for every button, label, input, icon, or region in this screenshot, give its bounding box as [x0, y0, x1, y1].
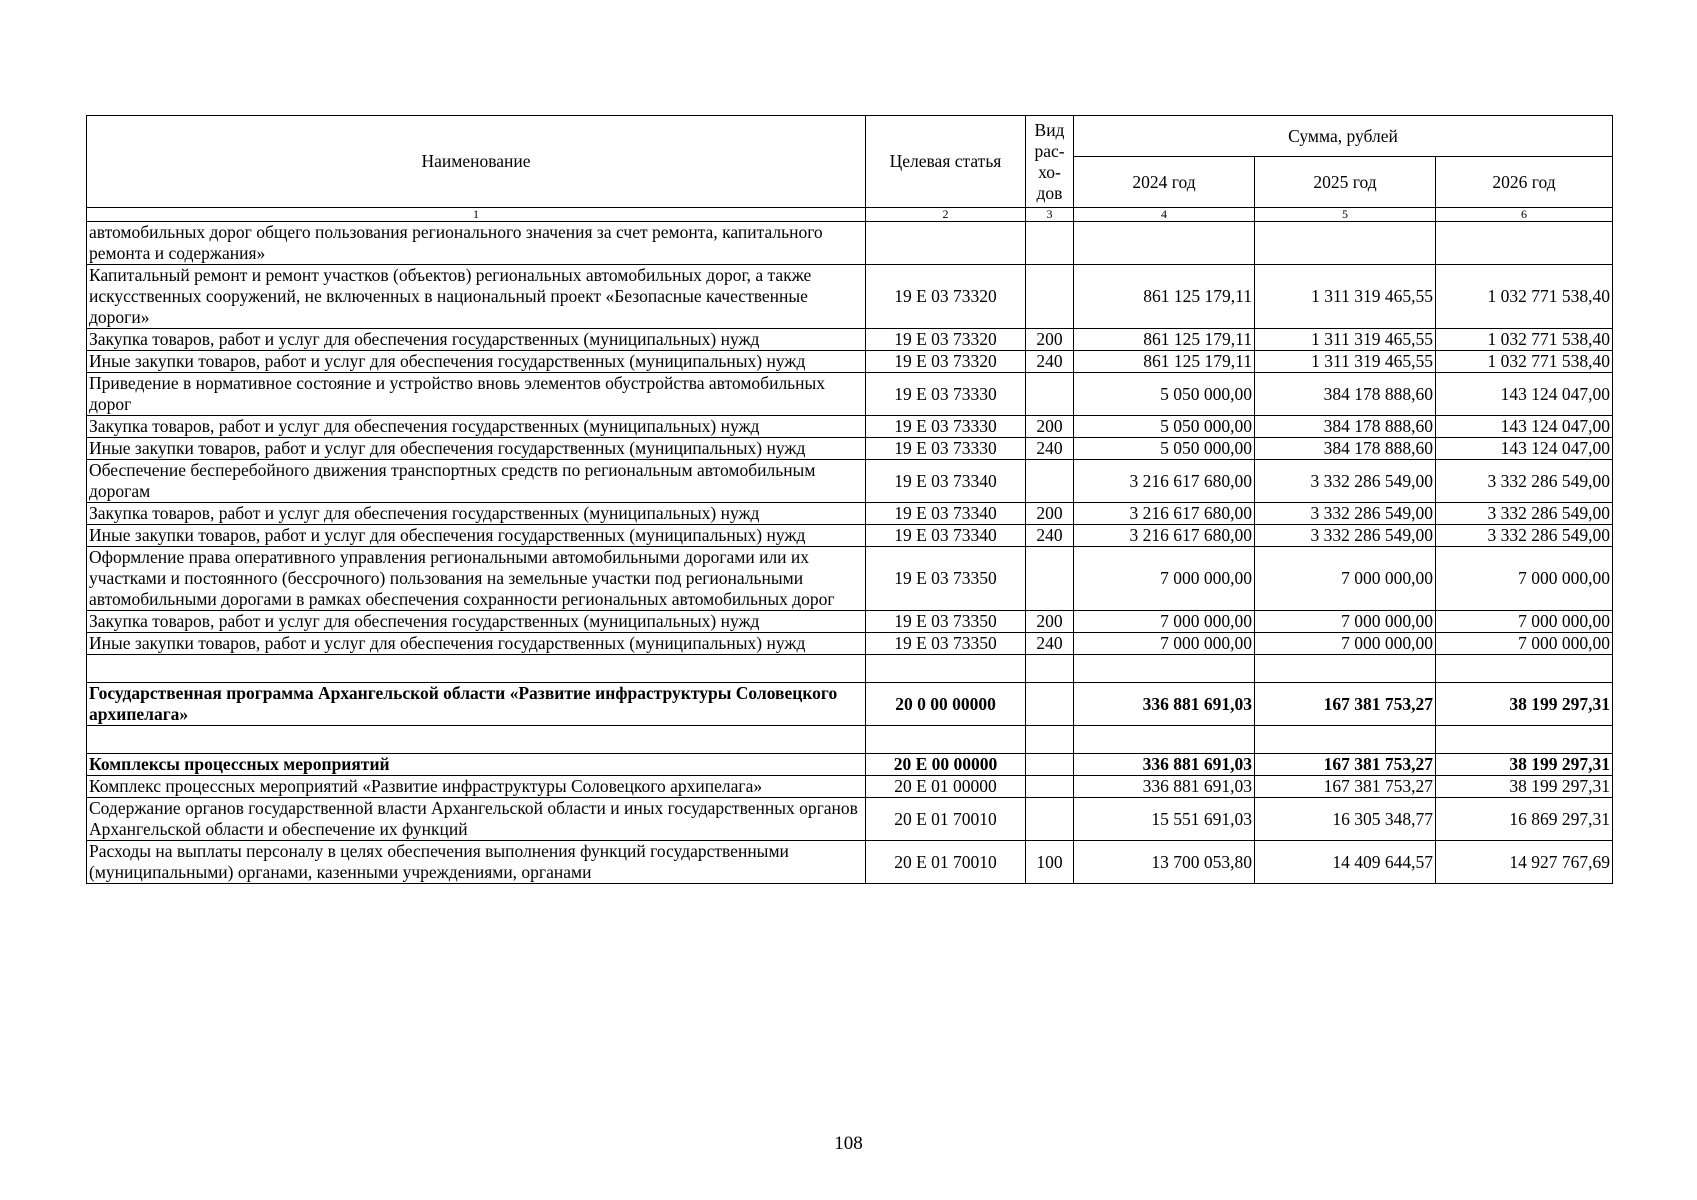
- row-sum-2026: [1436, 222, 1613, 265]
- column-number: 3: [1026, 208, 1074, 222]
- row-sum-2024: [1074, 222, 1255, 265]
- row-sum-2024: 7 000 000,00: [1074, 547, 1255, 611]
- table-row: [87, 633, 1613, 655]
- row-sum-2025: 167 381 753,27: [1255, 683, 1436, 726]
- row-target-code: 19 Е 03 73350: [866, 611, 1026, 633]
- row-sum-2025: 1 311 319 465,55: [1255, 351, 1436, 373]
- row-sum-2024: 3 216 617 680,00: [1074, 460, 1255, 503]
- row-name: автомобильных дорог общего пользования регионального значения за счет ремонта, капитального ремонта и содержания»: [87, 222, 866, 265]
- row-sum-2026: 38 199 297,31: [1436, 683, 1613, 726]
- row-target-code: 19 Е 03 73320: [866, 265, 1026, 329]
- row-target-code: 19 Е 03 73340: [866, 503, 1026, 525]
- row-expense-type: [1026, 726, 1074, 754]
- row-sum-2026: 143 124 047,00: [1436, 438, 1613, 460]
- column-number: 4: [1074, 208, 1255, 222]
- row-sum-2026: 14 927 767,69: [1436, 841, 1613, 884]
- row-sum-2026: 1 032 771 538,40: [1436, 265, 1613, 329]
- header-year-2024: 2024 год: [1074, 157, 1255, 208]
- row-name: Иные закупки товаров, работ и услуг для обеспечения государственных (муниципальных) нужд: [87, 438, 866, 460]
- header-name: Наименование: [87, 116, 866, 208]
- row-sum-2025: 3 332 286 549,00: [1255, 525, 1436, 547]
- row-sum-2025: 384 178 888,60: [1255, 438, 1436, 460]
- header-code: Целевая статья: [866, 116, 1026, 208]
- row-sum-2026: 143 124 047,00: [1436, 416, 1613, 438]
- row-sum-2026: 38 199 297,31: [1436, 776, 1613, 798]
- row-sum-2026: 7 000 000,00: [1436, 633, 1613, 655]
- column-number: 6: [1436, 208, 1613, 222]
- row-sum-2026: 38 199 297,31: [1436, 754, 1613, 776]
- row-name: Содержание органов государственной власти Архангельской области и иных государственных органов Архангельской области и обеспечение их функций: [87, 798, 866, 841]
- row-name: Обеспечение бесперебойного движения транспортных средств по региональным автомобильным дорогам: [87, 460, 866, 503]
- row-sum-2024: 336 881 691,03: [1074, 683, 1255, 726]
- row-sum-2026: 7 000 000,00: [1436, 547, 1613, 611]
- row-sum-2026: 1 032 771 538,40: [1436, 351, 1613, 373]
- row-name: Комплексы процессных мероприятий: [87, 754, 866, 776]
- row-sum-2024: 5 050 000,00: [1074, 438, 1255, 460]
- row-expense-type: 240: [1026, 525, 1074, 547]
- page: [86, 115, 1612, 884]
- row-sum-2024: 13 700 053,80: [1074, 841, 1255, 884]
- row-sum-2024: 5 050 000,00: [1074, 416, 1255, 438]
- row-sum-2025: 384 178 888,60: [1255, 373, 1436, 416]
- table-body: [87, 222, 1613, 884]
- row-sum-2026: 3 332 286 549,00: [1436, 503, 1613, 525]
- row-sum-2025: 7 000 000,00: [1255, 633, 1436, 655]
- row-sum-2026: 3 332 286 549,00: [1436, 460, 1613, 503]
- row-expense-type: [1026, 798, 1074, 841]
- row-expense-type: 240: [1026, 351, 1074, 373]
- table-row: [87, 547, 1613, 611]
- row-sum-2024: 7 000 000,00: [1074, 611, 1255, 633]
- row-expense-type: [1026, 655, 1074, 683]
- row-name: Оформление права оперативного управления региональными автомобильными дорогами или их участками и постоянного (бессрочного) пользования на земельные участки под региональными автомобильными дорогами в рамках обеспечения сохранности региональных автомобильных дорог: [87, 547, 866, 611]
- table-row: [87, 351, 1613, 373]
- row-sum-2025: 16 305 348,77: [1255, 798, 1436, 841]
- row-sum-2026: 1 032 771 538,40: [1436, 329, 1613, 351]
- header-year-2026: 2026 год: [1436, 157, 1613, 208]
- row-sum-2025: 1 311 319 465,55: [1255, 329, 1436, 351]
- table-row: [87, 329, 1613, 351]
- row-sum-2024: [1074, 655, 1255, 683]
- column-number: 2: [866, 208, 1026, 222]
- row-sum-2025: 7 000 000,00: [1255, 611, 1436, 633]
- row-target-code: 20 Е 00 00000: [866, 754, 1026, 776]
- row-sum-2025: 14 409 644,57: [1255, 841, 1436, 884]
- table-row: [87, 222, 1613, 265]
- table-row: [87, 841, 1613, 884]
- row-expense-type: [1026, 460, 1074, 503]
- row-sum-2025: 7 000 000,00: [1255, 547, 1436, 611]
- row-sum-2024: 336 881 691,03: [1074, 754, 1255, 776]
- row-sum-2026: [1436, 726, 1613, 754]
- row-target-code: 19 Е 03 73350: [866, 633, 1026, 655]
- row-sum-2025: [1255, 655, 1436, 683]
- table-row: [87, 460, 1613, 503]
- table-row: [87, 525, 1613, 547]
- row-sum-2025: 3 332 286 549,00: [1255, 503, 1436, 525]
- row-sum-2025: 1 311 319 465,55: [1255, 265, 1436, 329]
- row-name: Иные закупки товаров, работ и услуг для обеспечения государственных (муниципальных) нужд: [87, 633, 866, 655]
- row-sum-2024: 861 125 179,11: [1074, 329, 1255, 351]
- row-target-code: 20 Е 01 00000: [866, 776, 1026, 798]
- row-sum-2024: [1074, 726, 1255, 754]
- row-expense-type: 200: [1026, 503, 1074, 525]
- row-sum-2024: 861 125 179,11: [1074, 265, 1255, 329]
- row-expense-type: [1026, 265, 1074, 329]
- row-sum-2024: 3 216 617 680,00: [1074, 525, 1255, 547]
- header-column-numbers: [87, 208, 1613, 222]
- row-expense-type: 240: [1026, 438, 1074, 460]
- table-row: [87, 416, 1613, 438]
- row-expense-type: [1026, 547, 1074, 611]
- row-sum-2026: [1436, 655, 1613, 683]
- row-expense-type: [1026, 776, 1074, 798]
- row-target-code: [866, 655, 1026, 683]
- table-row: [87, 503, 1613, 525]
- row-sum-2024: 5 050 000,00: [1074, 373, 1255, 416]
- row-name: Государственная программа Архангельской области «Развитие инфраструктуры Соловецкого архипелага»: [87, 683, 866, 726]
- column-number: 5: [1255, 208, 1436, 222]
- row-name: Комплекс процессных мероприятий «Развитие инфраструктуры Соловецкого архипелага»: [87, 776, 866, 798]
- row-sum-2025: [1255, 222, 1436, 265]
- row-target-code: 19 Е 03 73330: [866, 416, 1026, 438]
- row-expense-type: [1026, 222, 1074, 265]
- row-name: [87, 726, 866, 754]
- row-target-code: 19 Е 03 73340: [866, 460, 1026, 503]
- row-target-code: 20 Е 01 70010: [866, 798, 1026, 841]
- table-row: [87, 265, 1613, 329]
- row-expense-type: 200: [1026, 611, 1074, 633]
- table-row: [87, 798, 1613, 841]
- table-row: [87, 776, 1613, 798]
- spacer-row: [87, 726, 1613, 754]
- page-number: 108: [834, 1133, 863, 1154]
- header-sum: Сумма, рублей: [1074, 116, 1613, 157]
- row-expense-type: 200: [1026, 329, 1074, 351]
- row-name: Закупка товаров, работ и услуг для обеспечения государственных (муниципальных) нужд: [87, 416, 866, 438]
- row-sum-2026: 3 332 286 549,00: [1436, 525, 1613, 547]
- row-expense-type: [1026, 373, 1074, 416]
- row-sum-2024: 15 551 691,03: [1074, 798, 1255, 841]
- row-name: Закупка товаров, работ и услуг для обеспечения государственных (муниципальных) нужд: [87, 503, 866, 525]
- row-sum-2024: 861 125 179,11: [1074, 351, 1255, 373]
- row-target-code: [866, 222, 1026, 265]
- row-name: [87, 655, 866, 683]
- spacer-row: [87, 655, 1613, 683]
- row-expense-type: 200: [1026, 416, 1074, 438]
- table-row: [87, 438, 1613, 460]
- table-row: [87, 373, 1613, 416]
- row-sum-2026: 16 869 297,31: [1436, 798, 1613, 841]
- row-name: Закупка товаров, работ и услуг для обеспечения государственных (муниципальных) нужд: [87, 611, 866, 633]
- row-name: Приведение в нормативное состояние и устройство вновь элементов обустройства автомобильных дорог: [87, 373, 866, 416]
- row-target-code: 20 0 00 00000: [866, 683, 1026, 726]
- row-sum-2026: 143 124 047,00: [1436, 373, 1613, 416]
- row-sum-2024: 7 000 000,00: [1074, 633, 1255, 655]
- row-sum-2025: 384 178 888,60: [1255, 416, 1436, 438]
- row-expense-type: 100: [1026, 841, 1074, 884]
- row-target-code: 19 Е 03 73330: [866, 438, 1026, 460]
- row-sum-2024: 3 216 617 680,00: [1074, 503, 1255, 525]
- table-row: [87, 683, 1613, 726]
- row-target-code: 19 Е 03 73340: [866, 525, 1026, 547]
- table-row: [87, 754, 1613, 776]
- row-sum-2024: 336 881 691,03: [1074, 776, 1255, 798]
- row-target-code: 19 Е 03 73320: [866, 329, 1026, 351]
- row-name: Расходы на выплаты персоналу в целях обеспечения выполнения функций государственными (муниципальными) органами, казенными учреждениями, органами: [87, 841, 866, 884]
- row-sum-2026: 7 000 000,00: [1436, 611, 1613, 633]
- header-year-2025: 2025 год: [1255, 157, 1436, 208]
- table-row: [87, 611, 1613, 633]
- header-row-1: [87, 116, 1613, 157]
- row-sum-2025: 3 332 286 549,00: [1255, 460, 1436, 503]
- row-expense-type: 240: [1026, 633, 1074, 655]
- row-target-code: [866, 726, 1026, 754]
- column-number: 1: [87, 208, 866, 222]
- header-vid: Вид рас-хо-дов: [1026, 116, 1074, 208]
- row-name: Иные закупки товаров, работ и услуг для обеспечения государственных (муниципальных) нужд: [87, 525, 866, 547]
- row-name: Закупка товаров, работ и услуг для обеспечения государственных (муниципальных) нужд: [87, 329, 866, 351]
- row-name: Иные закупки товаров, работ и услуг для обеспечения государственных (муниципальных) нужд: [87, 351, 866, 373]
- row-expense-type: [1026, 754, 1074, 776]
- row-sum-2025: 167 381 753,27: [1255, 754, 1436, 776]
- row-sum-2025: [1255, 726, 1436, 754]
- row-name: Капитальный ремонт и ремонт участков (объектов) региональных автомобильных дорог, а также искусственных сооружений, не включенных в национальный проект «Безопасные качественные дороги»: [87, 265, 866, 329]
- row-target-code: 19 Е 03 73320: [866, 351, 1026, 373]
- row-target-code: 19 Е 03 73330: [866, 373, 1026, 416]
- row-sum-2025: 167 381 753,27: [1255, 776, 1436, 798]
- row-expense-type: [1026, 683, 1074, 726]
- row-target-code: 19 Е 03 73350: [866, 547, 1026, 611]
- row-target-code: 20 Е 01 70010: [866, 841, 1026, 884]
- budget-table: [86, 115, 1613, 884]
